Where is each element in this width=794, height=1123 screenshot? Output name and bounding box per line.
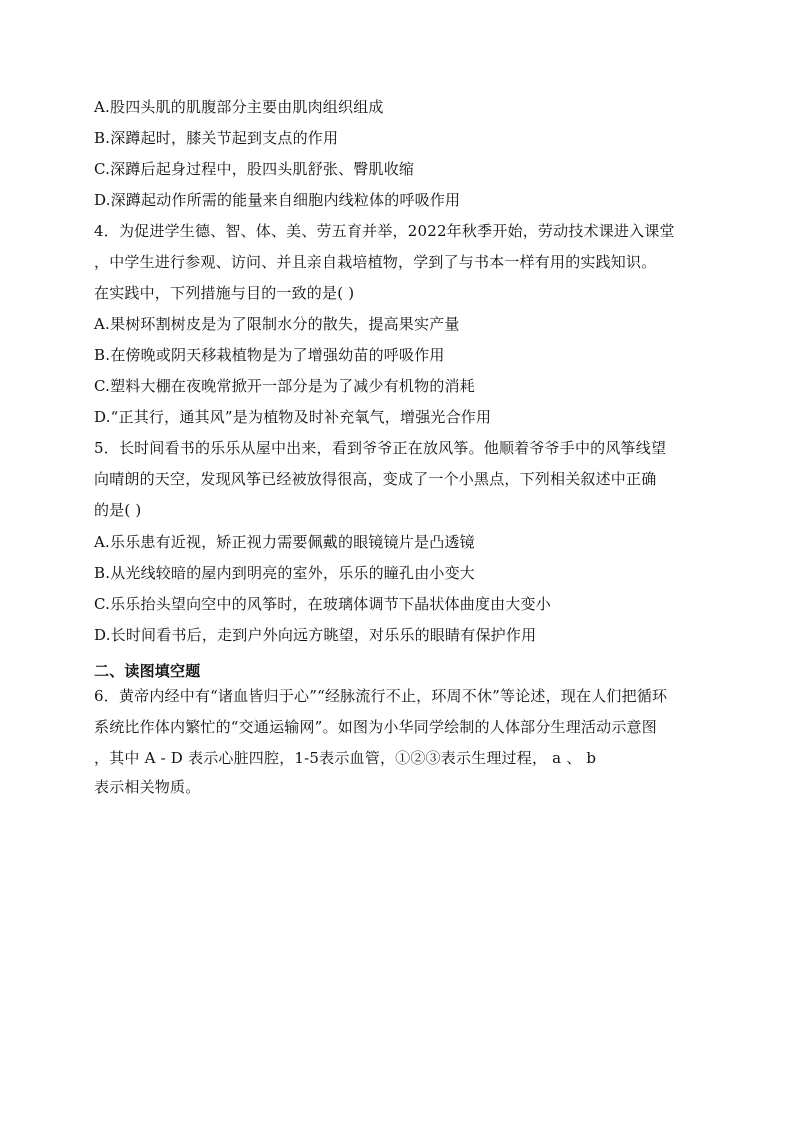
q6-stem-line-2: 系统比作体内繁忙的“交通运输网”。如图为小华同学绘制的人体部分生理活动示意图: [94, 718, 657, 736]
q4-stem-line-1: 4．为促进学生德、智、体、美、劳五育并举，2022年秋季开始，劳动技术课进入课堂: [94, 222, 675, 240]
q5-option-c: C.乐乐抬头望向空中的风筝时，在玻璃体调节下晶状体曲度由大变小: [94, 595, 551, 613]
q4-option-c: C.塑料大棚在夜晚常掀开一部分是为了减少有机物的消耗: [94, 377, 475, 395]
q6-stem-line-3: ，其中 A - D 表示心脏四腔，1-5表示血管，①②③表示生理过程， a 、 b: [94, 749, 597, 767]
q4-stem-line-2: ，中学生进行参观、访问、并且亲自栽培植物，学到了与书本一样有用的实践知识。: [94, 253, 657, 271]
q6-stem-line-1: 6．黄帝内经中有“诸血皆归于心”“经脉流行不止，环周不休”等论述，现在人们把循环: [94, 687, 668, 705]
q5-option-b: B.从光线较暗的屋内到明亮的室外，乐乐的瞳孔由小变大: [94, 564, 475, 582]
q4-option-d: D.“正其行，通其风”是为植物及时补充氧气，增强光合作用: [94, 408, 492, 426]
q5-option-a: A.乐乐患有近视，矫正视力需要佩戴的眼镜镜片是凸透镜: [94, 533, 475, 551]
q3-option-a: A.股四头肌的肌腹部分主要由肌肉组织组成: [94, 98, 384, 116]
q3-option-b: B.深蹲起时，膝关节起到支点的作用: [94, 129, 339, 147]
q4-option-a: A.果树环割树皮是为了限制水分的散失，提高果实产量: [94, 315, 460, 333]
q6-stem-line-4: 表示相关物质。: [94, 778, 201, 796]
q4-option-b: B.在傍晚或阴天移栽植物是为了增强幼苗的呼吸作用: [94, 346, 445, 364]
q5-stem-line-3: 的是( ): [94, 501, 142, 519]
q5-stem-line-1: 5．长时间看书的乐乐从屋中出来，看到爷爷正在放风筝。他顺着爷爷手中的风筝线望: [94, 439, 667, 457]
q4-stem-line-3: 在实践中，下列措施与目的一致的是( ): [94, 284, 355, 302]
q5-option-d: D.长时间看书后，走到户外向远方眺望，对乐乐的眼睛有保护作用: [94, 626, 537, 644]
section-heading: 二、读图填空题: [94, 662, 201, 680]
q3-option-d: D.深蹲起动作所需的能量来自细胞内线粒体的呼吸作用: [94, 191, 461, 209]
q3-option-c: C.深蹲后起身过程中，股四头肌舒张、臀肌收缩: [94, 160, 415, 178]
q5-stem-line-2: 向晴朗的天空，发现风筝已经被放得很高，变成了一个小黑点，下列相关叙述中正确: [94, 470, 657, 488]
